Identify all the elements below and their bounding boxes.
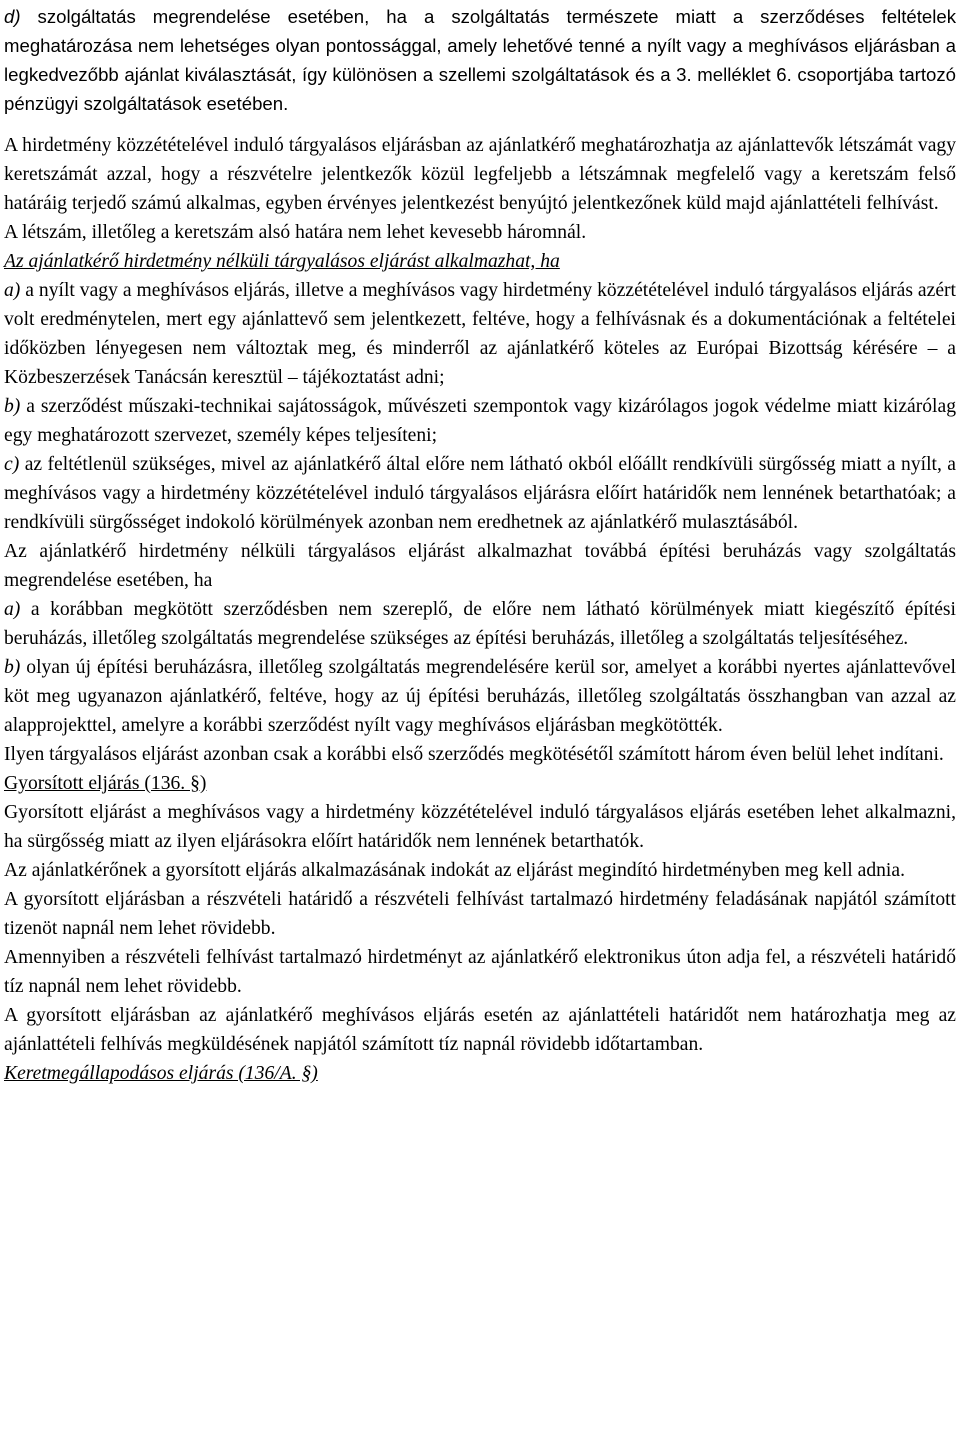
paragraph-negotiated-with-notice: A hirdetmény közzétételével induló tárgyalásos eljárásban az ajánlatkérő meghatározhatja az ajánlattevők létszámát vagy keretszámát azzal, hogy a részvételre jelentkezők közül legfeljebb a létszámnak megfelelő vagy a keretszám felső határáig terjedő számú alkalmas, egyben érvényes jelentkezést benyújtó jelentkezőnek küld majd ajánlattételi felhívást. [4,135,956,214]
list-item-text: a nyílt vagy a meghívásos eljárás, illetve a meghívásos vagy hirdetmény közzétételével induló tárgyalásos eljárás azért volt eredménytelen, mert egy ajánlattevő sem jelentkezett, feltéve, hogy a felhívásnak és a dokumentációnak a feltételei időközben lényegesen nem változtak meg, és minderről az ajánlatkérő köteles az Európai Bizottság kérésére – a Közbeszerzések Tanácsán keresztül – tájékoztatást adni; [4,280,956,388]
list-item-a2 [4,595,956,653]
paragraph-accelerated-5: A gyorsított eljárásban az ajánlatkérő meghívásos eljárás esetén az ajánlattételi határidőt nem határozhatja meg az ajánlattételi felhívás megküldésének napjától számított tíz napnál rövidebb időtartamban. [4,1005,956,1055]
list-item-text: a korábban megkötött szerződésben nem szereplő, de előre nem látható körülmények miatt kiegészítő építési beruházás, illetőleg szolgáltatás megrendelése szükséges az építési beruházás, illetőleg a szolgáltatás teljesítéséhez. [4,599,956,649]
list-item-b2 [4,653,956,740]
list-item-c [4,450,956,537]
list-label: d) [4,6,21,27]
paragraph-three-years: Ilyen tárgyalásos eljárást azonban csak a korábbi első szerződés megkötésétől számított három éven belül lehet indítani. [4,744,944,765]
list-label: b) [4,657,21,678]
list-item-text: olyan új építési beruházásra, illetőleg szolgáltatás megrendelésére kerül sor, amelyet a korábbi nyertes ajánlattevővel köt meg ugyanazon ajánlatkérő, feltéve, hogy az új építési beruházás, illetőleg szolgáltatás összhangban van azzal az alapprojekttel, amelyre a korábbi szerződést nyílt vagy meghívásos eljárásban megkötötték. [4,657,956,736]
list-label: c) [4,454,20,475]
section-heading-negotiated-without-notice: Az ajánlatkérő hirdetmény nélküli tárgyalásos eljárást alkalmazhat, ha [4,251,560,272]
paragraph-accelerated-4: Amennyiben a részvételi felhívást tartalmazó hirdetményt az ajánlatkérő elektronikus úton adja fel, a részvételi határidő tíz napnál nem lehet rövidebb. [4,947,956,997]
paragraph-d-services [4,2,956,118]
list-item-text: az feltétlenül szükséges, mivel az ajánlatkérő által előre nem látható okból előállt rendkívüli sürgősség miatt a nyílt, a meghívásos vagy a hirdetmény közzétételével induló tárgyalásos eljárásra előírt határidők nem lennének betarthatóak; a rendkívüli sürgősséget indokoló körülmények azonban nem eredhetnek az ajánlatkérő mulasztásából. [4,454,956,533]
list-label: b) [4,396,21,417]
paragraph-accelerated-3: A gyorsított eljárásban a részvételi határidő a részvételi felhívást tartalmazó hirdetmény feladásának napjától számított tizenöt napnál nem lehet rövidebb. [4,889,956,939]
paragraph-additional-cases: Az ajánlatkérő hirdetmény nélküli tárgyalásos eljárást alkalmazhat továbbá építési beruházás vagy szolgáltatás megrendelése esetében, ha [4,541,956,591]
paragraph-minimum-number: A létszám, illetőleg a keretszám alsó határa nem lehet kevesebb háromnál. [4,222,587,243]
list-label: a) [4,280,21,301]
section-heading-framework-agreement: Keretmegállapodásos eljárás (136/A. §) [4,1063,318,1084]
section-heading-accelerated-procedure: Gyorsított eljárás (136. §) [4,773,207,794]
paragraph-accelerated-2: Az ajánlatkérőnek a gyorsított eljárás alkalmazásának indokát az eljárást megindító hirdetményben meg kell adnia. [4,860,905,881]
list-label: a) [4,599,21,620]
paragraph-accelerated-1: Gyorsított eljárást a meghívásos vagy a hirdetmény közzétételével induló tárgyalásos eljárás esetében lehet alkalmazni, ha sürgősség miatt az ilyen eljárásokra előírt határidők nem lennének betarthatók. [4,802,956,852]
list-item-b [4,392,956,450]
list-item-a [4,276,956,392]
paragraph-text: szolgáltatás megrendelése esetében, ha a szolgáltatás természete miatt a szerződéses feltételek meghatározása nem lehetséges olyan pontossággal, amely lehetővé tenné a nyílt vagy a meghívásos eljárásban a legkedvezőbb ajánlat kiválasztását, így különösen a szellemi szolgáltatások és a 3. melléklet 6. csoportjába tartozó pénzügyi szolgáltatások esetében. [4,6,956,114]
list-item-text: a szerződést műszaki-technikai sajátosságok, művészeti szempontok vagy kizárólagos jogok védelme miatt kizárólag egy meghatározott szervezet, személy képes teljesíteni; [4,396,956,446]
